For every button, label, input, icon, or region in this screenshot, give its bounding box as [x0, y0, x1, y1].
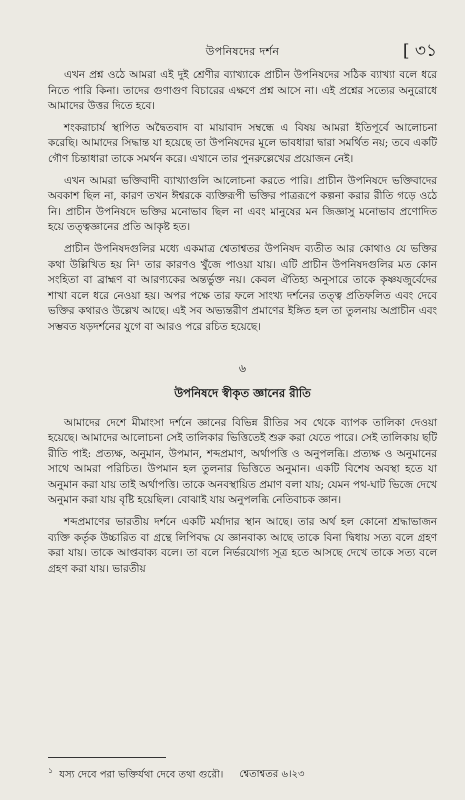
body-text	[48, 68, 437, 583]
footnote-source: শ্বেতাশ্বতর ৬।২৩	[239, 769, 305, 781]
section-number: ৬	[238, 361, 247, 375]
footnote-rule	[48, 757, 166, 758]
header-title: উপনিষদের দর্শন	[205, 45, 280, 58]
footnote-mark: ১	[48, 766, 54, 775]
page-number: [ ৩১	[402, 41, 437, 61]
section-title: উপনিষদে স্বীকৃত জ্ঞানের রীতি	[174, 385, 311, 400]
paragraph: এখন প্রশ্ন ওঠে আমরা এই দুই শ্রেণীর ব্যাখ্যাকে প্রাচীন উপনিষদের সঠিক ব্যাখ্যা বলে ধরে নিতে পারি কিনা। তাদের গুণাগুণ বিচারের এক্ষণে প্রশ্ন আসে না। এই প্রশ্নের সত্যের অনুরোধে আমাদের উত্তর দিতে হবে।	[48, 69, 437, 113]
paragraph: এখন আমরা ভক্তিবাদী ব্যাখ্যাগুলি আলোচনা করতে পারি। প্রাচীন উপনিষদে ভক্তিবাদের অবকাশ ছিল না, কারণ তখন ঈশ্বরকে ব্যক্তিরূপী ভক্তির পাত্ররূপে কল্পনা করার রীতি গড়ে ওঠে নি। প্রাচীন উপনিষদে ভক্তির মনোভাব ছিল না এবং মানুষের মন জিজ্ঞাসু মনোভাব প্রণোদিত হয়ে তত্ত্বজ্ঞানের প্রতি আকৃষ্ট হত।	[48, 174, 437, 234]
footnote-text: যস্য দেবে পরা ভক্তির্যথা দেবে তথা গুরৌ।	[59, 769, 224, 781]
paragraph: আমাদের দেশে মীমাংসা দর্শনে জ্ঞানের বিভিন্ন রীতির সব থেকে ব্যাপক তালিকা দেওয়া হয়েছে। আমাদের আলোচনা সেই তালিকার ভিত্তিতেই শুরু করা যেতে পারে। সেই তালিকায় ছটি রীতি পাই: প্রত্যক্ষ, অনুমান, উপমান, শব্দপ্রমাণ, অর্থাপত্তি ও অনুপলব্ধি। প্রত্যক্ষ ও অনুমানের সাথে আমরা পরিচিত। উপমান হল তুলনার ভিত্তিতে অনুমান। একটি বিশেষ অবস্থা হতে যা অনুমান করা যায় তাই অর্থাপত্তি। তাকে অনবস্থায়িত প্রমাণ বলা যায়; যেমন পথ-ঘাট ভিজে দেখে অনুমান করা যায় বৃষ্টি হয়েছিল। বোঝাই যায় অনুপলব্ধি নেতিবাচক জ্ঞান।	[48, 416, 437, 507]
running-header	[48, 40, 437, 62]
footnote	[48, 764, 437, 782]
paragraph: শংকরাচার্য স্থাপিত অদ্বৈতবাদ বা মায়াবাদ সম্বন্ধে এ বিষয় আমরা ইতিপূর্বে আলোচনা করেছি। আমাদের সিদ্ধান্ত যা হয়েছে তা উপনিষদের মূলে ভাবধারা দ্বারা সমর্থিত নয়; তবে একটি গৌণ চিন্তাধারা তাকে সমর্থন করে। এখানে তার পুনরুল্লেখের প্রয়োজন নেই।	[48, 121, 437, 165]
paragraph: শব্দপ্রমাণের ভারতীয় দর্শনে একটি মর্যাদার স্থান আছে। তার অর্থ হল কোনো শ্রদ্ধাভাজন ব্যক্তি কর্তৃক উচ্চারিত বা গ্রন্থে লিপিবদ্ধ যে জ্ঞানবাক্য আছে তাকে বিনা দ্বিধায় সত্য বলে গ্রহণ করা যায়। তাকে আপ্তবাক্য বলে। তা বলে নির্ভরযোগ্য সূত্র হতে আসছে দেখে তাকে সত্য বলে গ্রহণ করা যায়। ভারতীয়	[48, 516, 437, 575]
paragraph: প্রাচীন উপনিষদগুলির মধ্যে একমাত্র শ্বেতাশ্বতর উপনিষদ ব্যতীত আর কোথাও যে ভক্তির কথা উল্লিখিত হয় নি¹ তার কারণও খুঁজে পাওয়া যায়। এটি প্রাচীন উপনিষদগুলির মত কোন সংহিতা বা ব্রাহ্মণ বা আরণ্যকের অন্তর্ভুক্ত নয়। কেবল ঐতিহ্য অনুসারে তাকে কৃষ্ণযজুর্বেদের শাখা বলে ধরে নেওয়া হয়। অপর পক্ষে তার ফলে সাংখ্য দর্শনের তত্ত্ব প্রতিফলিত এবং দেবে ভক্তির কথারও উল্লেখ আছে। এই সব অভ্যন্তরীণ প্রমাণের ইঙ্গিত হল তা তুলনায় অপ্রাচীন এবং সম্ভবত ষড়দর্শনের যুগে বা আরও পরে রচিত হয়েছে।	[48, 242, 437, 333]
